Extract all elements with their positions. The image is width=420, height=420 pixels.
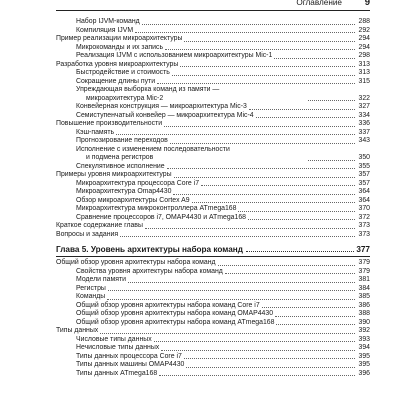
toc-entry-wrapped[interactable]: [56, 86, 370, 103]
toc-entry[interactable]: [56, 197, 370, 206]
table-of-contents: [56, 18, 370, 378]
toc-entry[interactable]: [56, 302, 370, 311]
toc-entry-page: 394: [358, 344, 370, 351]
toc-entry-text: Спекулятивное исполнение: [76, 162, 165, 170]
toc-entry-text: Семиступенчатый конвейер — микроархитектура Mic-4: [76, 111, 254, 119]
toc-entry-page: 294: [358, 43, 370, 51]
toc-entry-page: 379: [358, 259, 370, 266]
toc-entry-text: Краткое содержание главы: [56, 222, 143, 229]
toc-entry-page: 379: [358, 267, 370, 275]
toc-entry-text: Микроархитектура Omap4430: [76, 188, 172, 195]
leader-dots: [173, 194, 355, 195]
toc-entry-text: Вопросы и задания: [56, 230, 119, 238]
toc-entry[interactable]: [56, 259, 370, 268]
leader-dots: [225, 273, 355, 274]
toc-entry-page: 313: [358, 69, 370, 76]
toc-entry-text: Типы данных машины OMAP4430: [76, 361, 185, 368]
leader-dots: [248, 219, 355, 220]
toc-entry-page: 386: [358, 301, 370, 309]
toc-entry-page: 381: [358, 276, 370, 283]
toc-entry[interactable]: [56, 112, 370, 121]
leader-dots: [308, 160, 355, 161]
running-title: Оглавление: [296, 0, 342, 7]
leader-dots: [262, 307, 355, 308]
leader-dots: [275, 316, 355, 317]
toc-entry-text-cont: и подмена регистров: [86, 154, 154, 161]
leader-dots: [145, 228, 355, 229]
toc-entry-page: 364: [358, 188, 370, 195]
toc-entry[interactable]: [56, 18, 370, 27]
toc-entry[interactable]: [56, 285, 370, 294]
toc-entry[interactable]: [56, 344, 370, 353]
toc-entry-text: Команды: [76, 293, 106, 300]
leader-dots: [154, 341, 355, 342]
toc-entry-page: 364: [358, 196, 370, 204]
chapter-heading[interactable]: [56, 244, 370, 255]
toc-entry-page: 393: [358, 335, 370, 343]
toc-entry-text: Числовые типы данных: [76, 335, 152, 343]
toc-entry-page: 370: [358, 205, 370, 212]
toc-entry-page: 390: [358, 318, 370, 326]
toc-entry-page: 298: [358, 52, 370, 59]
toc-entry[interactable]: [56, 214, 370, 223]
toc-entry-text: Кэш-память: [76, 128, 115, 136]
toc-entry-text: Исполнение с изменением последовательности: [76, 145, 230, 153]
toc-entry[interactable]: [56, 180, 370, 189]
toc-group: [56, 163, 370, 240]
leader-dots: [308, 100, 355, 101]
toc-entry-wrapped[interactable]: [56, 146, 370, 163]
toc-entry-text: Микроархитектура микроконтроллера ATmega168: [76, 205, 237, 212]
toc-entry-text: Сокращение длины пути: [76, 77, 156, 85]
toc-entry-text: Свойства уровня архитектуры набора команд: [76, 267, 223, 275]
toc-entry-page: 336: [358, 120, 370, 127]
toc-entry[interactable]: [56, 103, 370, 112]
toc-entry[interactable]: [56, 370, 370, 379]
leader-dots: [170, 143, 355, 144]
toc-entry-text: Упреждающая выборка команд из памяти —: [76, 86, 220, 93]
page-number: 9: [364, 0, 370, 8]
toc-entry-text: Компиляция IJVM: [76, 26, 134, 34]
leader-dots: [135, 32, 355, 33]
leader-dots: [167, 168, 355, 169]
leader-dots: [201, 185, 355, 186]
toc-entry[interactable]: [56, 137, 370, 146]
toc-entry-page: 313: [358, 60, 370, 68]
toc-entry-page: 357: [358, 171, 370, 178]
leader-dots: [172, 75, 355, 76]
chapter-page: 377: [356, 245, 370, 254]
toc-entry-page: 334: [358, 111, 370, 119]
leader-dots: [164, 126, 355, 127]
toc-entry[interactable]: [56, 268, 370, 277]
toc-entry-page: 327: [358, 103, 370, 110]
toc-entry-page: 373: [358, 230, 370, 238]
toc-entry[interactable]: [56, 336, 370, 345]
toc-entry[interactable]: [56, 276, 370, 285]
toc-entry-page: 395: [358, 352, 370, 360]
toc-entry-page: 385: [358, 293, 370, 300]
toc-entry[interactable]: [56, 188, 370, 197]
toc-entry-page: 357: [358, 179, 370, 187]
leader-dots: [180, 66, 355, 67]
toc-entry-page: 372: [358, 213, 370, 221]
toc-entry-page: 292: [358, 26, 370, 34]
toc-entry-text: Прогнозирование переходов: [76, 137, 168, 144]
toc-entry-page: 322: [358, 94, 370, 102]
toc-entry-text: Пример реализации микроархитектуры: [56, 35, 183, 42]
toc-entry-text: Типы данных ATmega168: [76, 369, 158, 377]
toc-entry-text: Регистры: [76, 284, 106, 292]
toc-group: [56, 18, 370, 86]
toc-entry[interactable]: [56, 231, 370, 240]
leader-dots: [192, 202, 355, 203]
leader-dots: [100, 333, 355, 334]
toc-entry-text: Микрокоманды и их запись: [76, 43, 164, 51]
toc-entry-text: Быстродействие и стоимость: [76, 69, 170, 76]
toc-entry-page: 343: [358, 137, 370, 144]
header-rule: [56, 10, 370, 11]
leader-dots: [159, 375, 355, 376]
toc-entry-text-cont: микроархитектура Mic-2: [86, 94, 164, 102]
page-header: [56, 0, 370, 11]
toc-entry[interactable]: [56, 163, 370, 172]
toc-entry[interactable]: [56, 361, 370, 370]
leader-dots: [107, 299, 355, 300]
toc-entry-text: Сравнение процессоров i7, OMAP4430 и ATmega168: [76, 213, 246, 221]
toc-entry[interactable]: [56, 310, 370, 319]
leader-dots: [184, 41, 355, 42]
toc-group: [56, 103, 370, 146]
leader-dots: [186, 367, 355, 368]
toc-entry[interactable]: [56, 52, 370, 61]
toc-entry-text: Общий обзор уровня архитектуры набора команд: [56, 259, 216, 266]
toc-entry-text: Примеры уровня микроархитектуры: [56, 171, 172, 178]
toc-entry[interactable]: [56, 35, 370, 44]
toc-entry[interactable]: [56, 222, 370, 231]
toc-entry[interactable]: [56, 129, 370, 138]
toc-entry[interactable]: [56, 353, 370, 362]
leader-dots: [218, 265, 355, 266]
toc-entry-page: 315: [358, 77, 370, 85]
toc-entry[interactable]: [56, 293, 370, 302]
toc-entry[interactable]: [56, 171, 370, 180]
toc-entry-page: 396: [358, 369, 370, 377]
leader-dots: [128, 282, 355, 283]
leader-dots: [161, 350, 355, 351]
leader-dots: [256, 117, 355, 118]
leader-dots: [276, 324, 355, 325]
toc-entry-text: Модели памяти: [76, 276, 126, 283]
leader-dots: [174, 177, 355, 178]
toc-entry[interactable]: [56, 327, 370, 336]
toc-entry[interactable]: [56, 27, 370, 36]
toc-entry-text: Общий обзор уровня архитектуры набора команд Core i7: [76, 301, 260, 309]
leader-dots: [157, 83, 355, 84]
leader-dots: [108, 290, 355, 291]
toc-entry-text: Нечисловые типы данных: [76, 344, 160, 351]
leader-dots: [274, 58, 355, 59]
toc-entry-text: Разработка уровня микроархитектуры: [56, 60, 179, 68]
toc-entry[interactable]: [56, 61, 370, 70]
toc-entry-page: 384: [358, 284, 370, 292]
toc-entry-text: Набор IJVM-команд: [76, 18, 140, 25]
leader-dots: [142, 24, 355, 25]
toc-entry-page: 373: [358, 222, 370, 229]
toc-group: [56, 259, 370, 378]
leader-dots: [184, 358, 355, 359]
toc-entry-text: Повышение производительности: [56, 120, 163, 127]
leader-dots: [249, 109, 355, 110]
toc-entry[interactable]: [56, 120, 370, 129]
toc-entry-page: 392: [358, 327, 370, 334]
toc-entry-page: 350: [358, 154, 370, 161]
toc-entry-text: Типы данных: [56, 327, 99, 334]
toc-entry-page: 355: [358, 162, 370, 170]
toc-entry-page: 337: [358, 128, 370, 136]
leader-dots: [165, 49, 355, 50]
toc-entry-text: Типы данных процессора Core i7: [76, 352, 182, 360]
leader-dots: [238, 211, 355, 212]
toc-entry-text: Общий обзор уровня архитектуры набора команд ATmega168: [76, 318, 275, 326]
toc-entry[interactable]: [56, 205, 370, 214]
toc-entry-text: Конвейерная конструкция — микроархитектура Mic-3: [76, 103, 247, 110]
toc-entry-page: 395: [358, 361, 370, 368]
toc-entry-page: 388: [358, 310, 370, 317]
toc-entry-text: Обзор микроархитектуры Cortex A9: [76, 196, 190, 204]
leader-dots: [116, 134, 355, 135]
toc-entry-page: 294: [358, 35, 370, 42]
toc-entry[interactable]: [56, 44, 370, 53]
chapter-title: Глава 5. Уровень архитектуры набора команд: [56, 245, 243, 254]
toc-entry-text: Реализация IJVM с использованием микроархитектуры Mic-1: [76, 52, 273, 59]
toc-entry-text: Микроархитектура процессора Core i7: [76, 179, 200, 187]
toc-entry[interactable]: [56, 69, 370, 78]
chapter-rule: [56, 256, 370, 257]
toc-entry[interactable]: [56, 78, 370, 87]
leader-dots: [120, 236, 355, 237]
leader-dots: [246, 251, 354, 252]
toc-entry[interactable]: [56, 319, 370, 328]
toc-entry-text: Общий обзор уровня архитектуры набора команд OMAP4430: [76, 310, 274, 317]
toc-entry-page: 288: [358, 18, 370, 25]
